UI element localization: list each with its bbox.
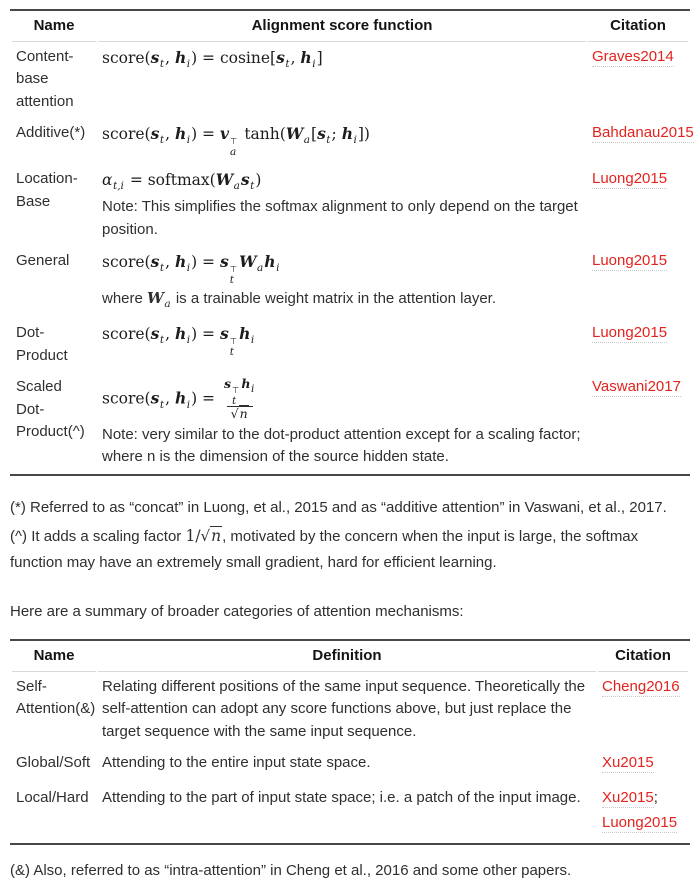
table-row [12,783,688,843]
superscript-subscript [230,266,237,285]
citation-line [592,250,684,273]
subscript: i [186,134,191,147]
math-token: h [174,47,187,67]
subscript: i [353,134,357,147]
subscript: t [232,394,237,407]
subscript: i [276,262,280,275]
subscript: t [229,273,234,286]
radical-sign: √ [200,527,211,546]
subscript: a [229,145,237,158]
radicand: n [239,406,248,422]
subscript: t [159,398,165,411]
math-token: s [276,47,285,67]
citation-cell [588,164,688,246]
math-token: 1/ [185,527,201,546]
citation-link[interactable]: Cheng2016 [602,677,680,695]
formula-cell [98,164,586,246]
math-token: , [165,389,175,408]
formula-note: Note: very similar to the dot-product attention except for a scaling factor; where n is the dimension of the source hidden state. [102,425,581,466]
math-token: s [219,252,229,272]
math-token: ) = [191,389,220,408]
math-formula [102,250,582,287]
transpose-superscript: ⊤ [229,337,238,348]
subscript: t [159,334,165,347]
subscript: i [186,57,191,70]
math-token: α [102,171,113,190]
citation-cell [588,318,688,372]
footnote-amp: (&) Also, referred to as “intra-attention” in Cheng et al., 2016 and some other papers. [10,861,572,879]
formula-cell [98,318,586,372]
name-cell: Content-base attention [16,47,74,110]
math-formula [102,376,582,423]
footnote-star: (*) Referred to as “concat” in Luong, et al., 2015 and as “additive attention” in Vaswani, et al., 2017. [10,498,667,516]
citation-link[interactable]: Luong2015 [592,170,668,188]
citation-line [592,322,684,345]
math-token: W [239,252,257,272]
math-token: h [239,324,251,344]
footnote-caret: (^) It adds a scaling factor 1/√n, motivated by the concern when the input is large, the softmax function may have an extremely small gradient, hard for efficient learning. [10,527,639,572]
math-token: = softmax( [124,171,216,190]
table-row [12,42,688,119]
citation-cell [598,748,688,783]
math-token: h [174,324,187,344]
math-token: ) [255,171,262,190]
inline-math [147,289,172,311]
definition-cell: Attending to the part of input state space; i.e. a patch of the input image. [102,788,581,806]
subscript: i [251,383,255,396]
math-token: W [147,289,164,308]
math-token: h [341,124,353,144]
math-token: s [150,324,160,344]
citation-cell [598,783,688,843]
name-cell: Scaled Dot-Product(^) [16,378,85,441]
math-token: h [264,252,276,272]
subscript: t,i [112,180,124,193]
name-cell: Local/Hard [16,788,89,806]
subscript: i [186,334,191,347]
citation-link[interactable]: Luong2015 [602,814,678,832]
numerator [222,377,257,406]
name-cell: Global/Soft [16,754,91,772]
subscript: t [229,345,234,358]
table-header-row [12,11,688,42]
subscript: a [164,298,171,311]
subscript: i [250,334,255,347]
column-header-name: Name [12,11,96,42]
alignment-score-table [10,9,694,476]
intro-paragraph: Here are a summary of broader categories of attention mechanisms: [10,602,464,620]
citation-link[interactable]: Xu2015 [602,754,654,772]
math-token: , [165,125,175,144]
table-row [12,118,688,164]
attention-categories-table [10,639,690,845]
formula-cell [98,246,586,318]
math-token: s [150,47,160,67]
column-header-score-function: Alignment score function [98,11,586,42]
math-token: score( [102,253,151,272]
name-cell: Dot-Product [16,324,68,364]
table-row [12,318,688,372]
formula-note: Note: This simplifies the softmax alignment to only depend on the target position. [102,198,578,238]
citation-link[interactable]: Xu2015 [602,788,654,806]
transpose-superscript: ⊤ [229,137,238,148]
fraction [222,377,257,421]
math-token: ) = [191,325,220,344]
subscript: t [250,180,255,193]
math-token: ]) [357,125,370,144]
citation-link[interactable]: Luong2015 [592,324,668,342]
math-formula [102,322,582,359]
math-token: ] [316,48,323,67]
citation-cell [588,372,688,473]
inline-math [185,528,222,545]
math-token: s [223,376,232,392]
subscript: t [159,262,165,275]
math-token: s [150,124,160,144]
math-token: h [174,252,187,272]
definition-cell: Relating different positions of the same input sequence. Theoretically the self-attention can adopt any score functions above, but just replace the target sequence with the same input sequence. [102,677,586,740]
math-token: score( [102,48,151,67]
math-token: h [174,124,187,144]
definition-cell: Attending to the entire input state space. [102,754,371,772]
citation-line [592,122,694,145]
subscript: t [159,134,165,147]
name-cell: Self-Attention(&) [16,677,96,718]
citation-link[interactable]: Bahdanau2015 [592,124,694,142]
citation-cell [588,42,688,119]
math-token: score( [102,389,151,408]
subscript: a [303,134,310,147]
subscript: t [285,57,290,70]
radicand: n [211,527,222,546]
math-token: , [165,253,175,272]
math-token: ) = [191,253,220,272]
table-row [12,246,688,318]
table-header-row [12,641,688,672]
math-token: [ [311,125,318,144]
math-formula [102,168,582,196]
citation-line [592,168,684,191]
math-token: ) = cosine[ [191,48,277,67]
column-header-name: Name [12,641,96,672]
citation-cell [588,246,688,318]
math-token: h [241,376,251,392]
transpose-superscript: ⊤ [229,265,238,276]
citation-line [602,752,684,775]
citation-separator: ; [653,788,658,806]
math-token: v [219,124,229,144]
radical-sign: √ [230,406,239,422]
subscript: i [312,57,316,70]
table-row [12,672,688,749]
math-token: tanh( [239,125,286,144]
subscript: t [326,134,331,147]
subscript: t [159,57,165,70]
sqrt-expression [231,405,249,421]
math-token: s [240,170,250,190]
math-token: s [219,324,229,344]
column-header-definition: Definition [98,641,596,672]
math-token: h [174,388,187,408]
sqrt-expression [201,526,223,545]
name-cell: General [16,252,70,270]
math-token: ) = [191,125,220,144]
subscript: i [186,398,191,411]
name-cell: Additive(*) [16,124,86,142]
formula-cell [98,42,586,119]
table-row [12,748,688,783]
citation-line [592,376,684,399]
math-token: ; [331,125,342,144]
citation-line [602,787,684,810]
superscript-subscript [230,138,237,157]
subscript: i [186,262,191,275]
name-cell: Location-Base [16,170,78,210]
math-token: , [290,48,301,67]
math-formula [102,122,582,159]
transpose-superscript: ⊤ [232,386,240,397]
citation-link[interactable]: Luong2015 [592,252,668,270]
formula-cell [98,372,586,473]
subscript: a [257,262,264,275]
math-token: W [285,124,304,144]
formula-note: where $W_a$ is a trainable weight matrix in the attention layer. [102,289,496,311]
math-token: s [317,124,326,144]
math-token: W [215,170,234,190]
citation-cell [588,118,694,164]
superscript-subscript [232,387,239,406]
formula-cell [98,118,586,164]
table-row [12,164,688,246]
citation-line [602,676,684,699]
math-token: s [150,252,160,272]
math-token: score( [102,125,151,144]
math-formula [102,46,582,74]
math-token: score( [102,325,151,344]
citation-link[interactable]: Vaswani2017 [592,378,681,396]
math-token: s [150,388,160,408]
citation-cell [598,672,688,749]
math-token: h [300,47,312,67]
citation-line [592,46,684,69]
denominator [227,406,253,421]
subscript: a [233,180,240,193]
superscript-subscript [230,338,237,357]
citation-line [602,812,684,835]
math-token: , [165,325,175,344]
table-row [12,372,688,473]
citation-link[interactable]: Graves2014 [592,47,674,65]
column-header-citation: Citation [588,11,688,42]
math-token: , [165,48,175,67]
column-header-citation: Citation [598,641,688,672]
